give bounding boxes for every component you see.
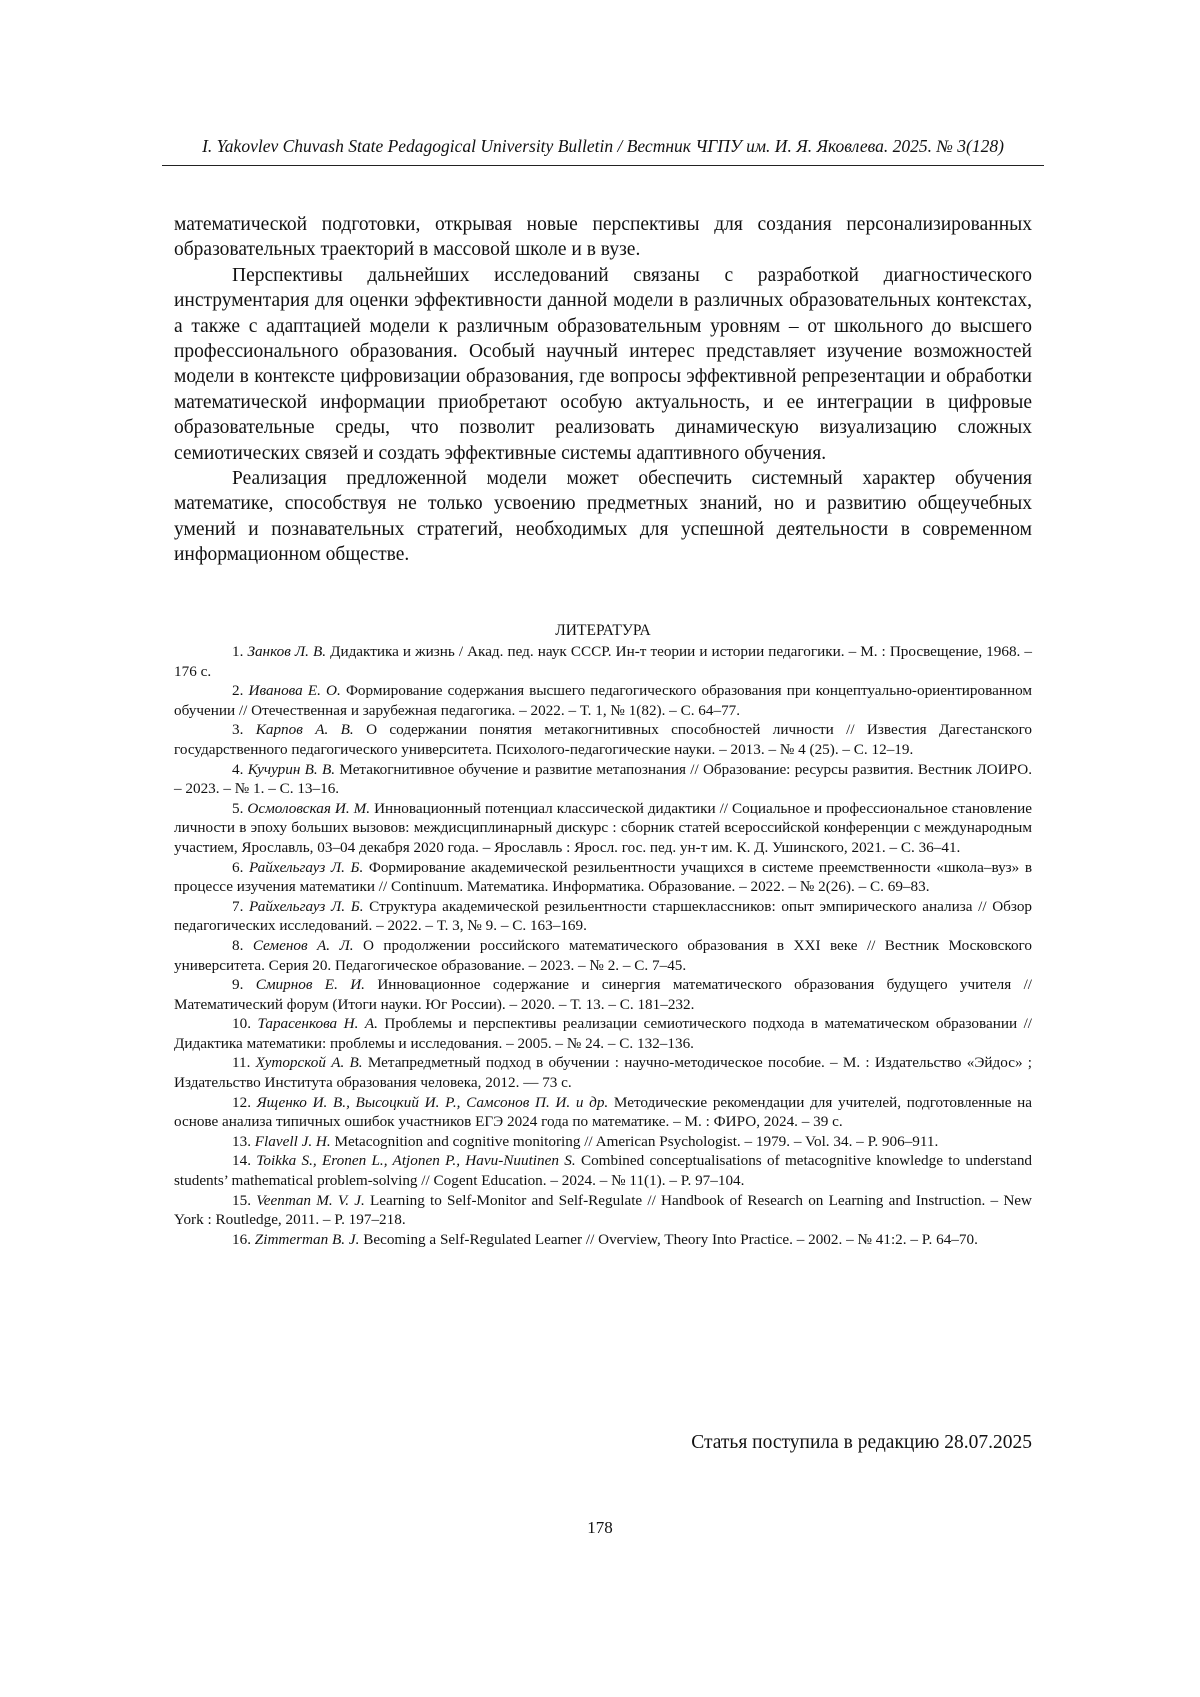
reference-item (174, 1053, 1032, 1092)
reference-author: Смирнов Е. И. (255, 976, 365, 994)
reference-number: 7. (232, 897, 244, 915)
body-paragraph: математической подготовки, открывая новые перспективы для создания персонализированных образовательных траекторий в массовой школе и в вузе. (174, 214, 1032, 261)
page-number: 178 (587, 1518, 613, 1537)
reference-text: Формирование содержания высшего педагогического образования при концептуально-ориентированном обучении // Отечественная и зарубежная педагогика. – 2022. – Т. 1, № 1(82). – С. 64–77. (174, 682, 1032, 719)
reference-number: 12. (232, 1093, 251, 1111)
reference-item (174, 936, 1032, 975)
reference-text: Методические рекомендации для учителей, подготовленные на основе анализа типичных ошибок участников ЕГЭ 2024 года по математике. – М. : ФИРО, 2024. – 39 с. (174, 1093, 1033, 1131)
reference-text: Структура академической резильентности старшеклассников: опыт эмпирического анализа // Обзор педагогических исследований. – 2022. – Т. 3, № 9. – С. 163–169. (174, 897, 1033, 935)
running-header: I. Yakovlev Chuvash State Pedagogical University Bulletin / Вестник ЧГПУ им. И. Я. Яковлева. 2025. № 3(128) (202, 136, 1004, 156)
reference-author: Хуторской А. В. (255, 1054, 363, 1072)
reference-author: Veenman M. V. J. (256, 1191, 365, 1209)
header-divider (162, 165, 1044, 166)
reference-number: 3. (232, 721, 244, 739)
reference-author: Семенов А. Л. (252, 936, 354, 954)
body-paragraph: Перспективы дальнейших исследований связаны с разработкой диагностического инструментария для оценки эффективности данной модели в различных образовательных контекстах, а также с адаптацией модели к различным образовательным уровням – от школьного до высшего профессионального образования. Особый научный интерес представляет изучение возможностей модели в контексте цифровизации образования, где вопросы эффективной репрезентации и обработки математической информации приобретают особую актуальность, и ее интеграции в цифровые образовательные среды, что позволит реализовать динамическую визуализацию сложных семиотических связей и создать эффективные системы адаптивного обучения. (174, 264, 1032, 464)
reference-item (174, 760, 1032, 799)
reference-number: 13. (232, 1132, 251, 1150)
reference-text: Инновационный потенциал классической дидактики // Социальное и профессиональное становление личности в эпоху больших вызовов: междисциплинарный дискурс : сборник статей всероссийской конференции с международным участием, Ярославль, 03–04 декабря 2020 года. – Ярославль : Яросл. гос. пед. ун-т им. К. Д. Ушинского, 2021. – С. 36–41. (174, 799, 1033, 856)
reference-number: 5. (232, 799, 244, 817)
reference-author: Райхельгауз Л. Б. (249, 897, 364, 915)
reference-author: Flavell J. H. (254, 1132, 331, 1150)
reference-number: 1. (232, 643, 244, 660)
reference-number: 4. (232, 760, 244, 778)
reference-author: Ященко И. В., Высоцкий И. Р., Самсонов П. И. и др. (256, 1093, 609, 1111)
references-list (174, 642, 1032, 1249)
reference-item (174, 1132, 1032, 1152)
reference-number: 11. (232, 1054, 251, 1072)
reference-number: 9. (232, 976, 244, 994)
reference-author: Осмоловская И. М. (247, 799, 371, 817)
reference-item (174, 1151, 1032, 1190)
reference-text: Инновационное содержание и синергия математического образования будущего учителя // Математический форум (Итоги науки. Юг России). – 2020. – Т. 13. – С. 181–232. (174, 976, 1033, 1013)
reference-number: 8. (232, 936, 244, 954)
reference-text: О продолжении российского математического образования в XXI веке // Вестник Московского университета. Серия 20. Педагогическое образование. – 2023. – № 2. – С. 7–45. (174, 936, 1033, 974)
reference-author: Карпов А. В. (255, 721, 354, 739)
reference-text: Формирование академической резильентности учащихся в системе преемственности «школа–вуз» в процессе изучения математики // Continuum. Математика. Информатика. Образование. – 2022. – № 2(26). – С. 69–83. (174, 858, 1033, 896)
reference-author: Иванова Е. О. (248, 682, 341, 700)
reference-number: 6. (232, 858, 244, 876)
reference-text: Метакогнитивное обучение и развитие метапознания // Образование: ресурсы развития. Вестник ЛОИРО. – 2023. – № 1. – С. 13–16. (174, 760, 1033, 798)
reference-text: Дидактика и жизнь / Акад. пед. наук СССР. Ин-т теории и истории педагогики. – М. : Просвещение, 1968. – 176 с. (174, 643, 1032, 680)
reference-item (174, 1014, 1032, 1053)
reference-author: Toikka S., Eronen L., Atjonen P., Havu-Nuutinen S. (256, 1152, 576, 1170)
reference-item (174, 858, 1032, 897)
reference-item (174, 681, 1032, 720)
article-body (174, 212, 1032, 568)
reference-item (174, 642, 1032, 681)
reference-item (174, 1093, 1032, 1132)
reference-number: 15. (232, 1191, 251, 1209)
reference-text: О содержании понятия метакогнитивных способностей личности // Известия Дагестанского государственного педагогического университета. Психолого-педагогические науки. – 2013. – № 4 (25). – С. 12–19. (174, 721, 1033, 758)
reference-author: Занков Л. В. (247, 643, 327, 660)
reference-text: Learning to Self-Monitor and Self-Regulate // Handbook of Research on Learning and Instruction. – New York : Routledge, 2011. – P. 197–218. (174, 1191, 1033, 1229)
reference-item (174, 1230, 1032, 1250)
reference-text: Проблемы и перспективы реализации семиотического подхода в математическом образовании // Дидактика математики: проблемы и исследования. – 2005. – № 24. – С. 132–136. (174, 1015, 1033, 1052)
reference-author: Райхельгауз Л. Б. (248, 858, 364, 876)
reference-item (174, 799, 1032, 858)
received-date-note: Статья поступила в редакцию 28.07.2025 (691, 1432, 1032, 1453)
reference-author: Тарасенкова Н. А. (257, 1015, 378, 1033)
reference-item (174, 1191, 1032, 1230)
reference-item (174, 720, 1032, 759)
references-title: ЛИТЕРАТУРА (555, 622, 651, 639)
reference-author: Zimmerman B. J. (254, 1230, 360, 1248)
reference-number: 10. (232, 1015, 251, 1033)
reference-number: 2. (232, 682, 244, 700)
reference-text: Metacognition and cognitive monitoring // American Psychologist. – 1979. – Vol. 34. – P. 906–911. (334, 1132, 939, 1150)
reference-text: Метапредметный подход в обучении : научно-методическое пособие. – М. : Издательство «Эйдос» ; Издательство Института образования человека, 2012. — 73 с. (174, 1054, 1032, 1092)
reference-text: Combined conceptualisations of metacognitive knowledge to understand students’ mathematical problem-solving // Cogent Education. – 2024. – № 11(1). – P. 97–104. (174, 1152, 1033, 1190)
reference-text: Becoming a Self-Regulated Learner // Overview, Theory Into Practice. – 2002. – № 41:2. – P. 64–70. (363, 1230, 978, 1248)
reference-author: Кучурин В. В. (247, 760, 336, 778)
reference-item (174, 975, 1032, 1014)
reference-number: 16. (232, 1230, 251, 1248)
reference-item (174, 897, 1032, 936)
reference-number: 14. (232, 1152, 251, 1170)
body-paragraph: Реализация предложенной модели может обеспечить системный характер обучения математике, способствуя не только усвоению предметных знаний, но и развитию общеучебных умений и познавательных стратегий, необходимых для успешной деятельности в современном информационном обществе. (174, 468, 1032, 566)
